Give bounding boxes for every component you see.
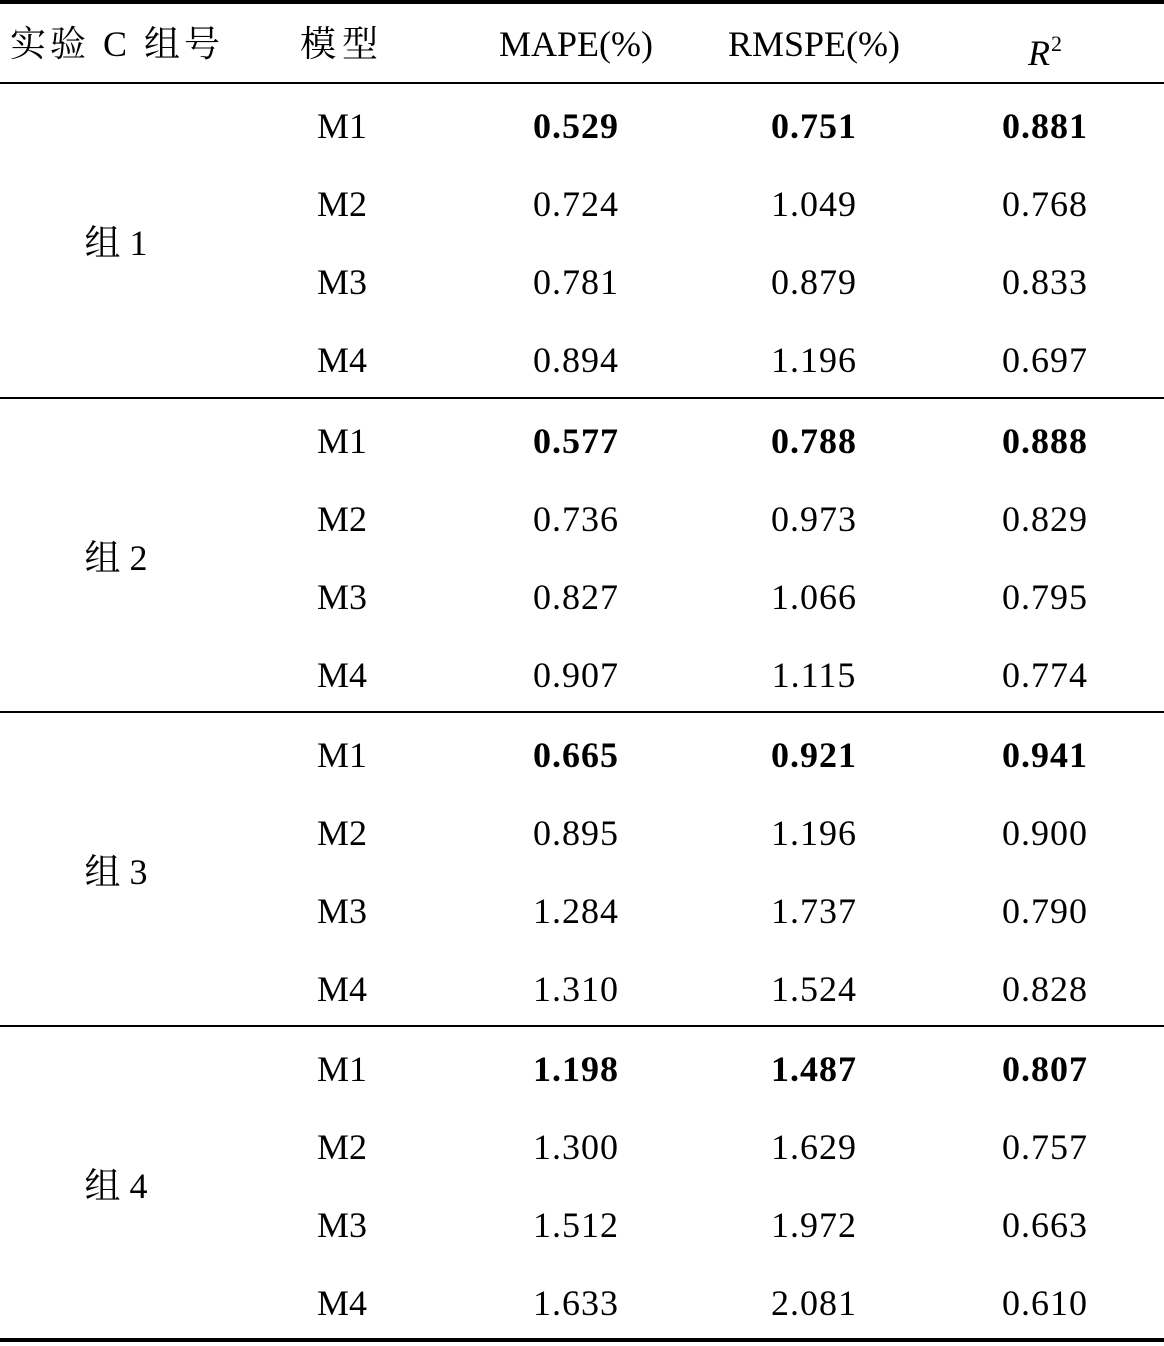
r2-cell: 0.881 xyxy=(1002,106,1088,146)
group-divider xyxy=(0,397,1164,399)
mape-cell: 0.577 xyxy=(533,421,619,461)
header-r2 xyxy=(950,24,1140,73)
header-group: 实验 C 组号 xyxy=(10,24,225,64)
model-cell: M1 xyxy=(316,106,367,146)
mape-cell: 0.894 xyxy=(533,340,619,380)
model-cell: M1 xyxy=(316,735,367,775)
rmspe-cell: 1.487 xyxy=(771,1049,857,1089)
header-model: 模型 xyxy=(299,24,384,64)
group-label: 组 4 xyxy=(84,1166,148,1206)
r2-cell: 0.888 xyxy=(1002,421,1088,461)
model-cell: M3 xyxy=(316,577,367,617)
rmspe-cell: 1.524 xyxy=(771,969,857,1009)
mape-cell: 0.907 xyxy=(533,655,619,695)
rmspe-cell: 0.751 xyxy=(771,106,857,146)
r2-cell: 0.829 xyxy=(1002,499,1088,539)
mape-cell: 0.781 xyxy=(533,262,619,302)
r2-cell: 0.610 xyxy=(1002,1283,1088,1323)
model-cell: M4 xyxy=(316,340,367,380)
r2-cell: 0.757 xyxy=(1002,1127,1088,1167)
mape-cell: 1.512 xyxy=(533,1205,619,1245)
model-cell: M4 xyxy=(316,655,367,695)
model-cell: M3 xyxy=(316,1205,367,1245)
rmspe-cell: 0.879 xyxy=(771,262,857,302)
model-cell: M2 xyxy=(316,813,367,853)
model-cell: M3 xyxy=(316,891,367,931)
rmspe-cell: 0.921 xyxy=(771,735,857,775)
model-cell: M2 xyxy=(316,184,367,224)
group-label: 组 1 xyxy=(84,223,148,263)
mape-cell: 0.827 xyxy=(533,577,619,617)
rmspe-cell: 1.115 xyxy=(771,655,857,695)
mape-cell: 1.284 xyxy=(533,891,619,931)
r2-cell: 0.828 xyxy=(1002,969,1088,1009)
r2-cell: 0.900 xyxy=(1002,813,1088,853)
r2-cell: 0.768 xyxy=(1002,184,1088,224)
group-label: 组 3 xyxy=(84,852,148,892)
mape-cell: 1.198 xyxy=(533,1049,619,1089)
group-divider xyxy=(0,711,1164,713)
rmspe-cell: 1.196 xyxy=(771,813,857,853)
header-r2-base: R xyxy=(1028,33,1050,73)
r2-cell: 0.774 xyxy=(1002,655,1088,695)
model-cell: M3 xyxy=(316,262,367,302)
mape-cell: 1.310 xyxy=(533,969,619,1009)
rmspe-cell: 1.049 xyxy=(771,184,857,224)
group-label: 组 2 xyxy=(84,538,148,578)
header-rmspe: RMSPE(%) xyxy=(727,24,901,64)
rmspe-cell: 0.788 xyxy=(771,421,857,461)
model-cell: M4 xyxy=(316,1283,367,1323)
r2-cell: 0.790 xyxy=(1002,891,1088,931)
mape-cell: 1.300 xyxy=(533,1127,619,1167)
r2-cell: 0.795 xyxy=(1002,577,1088,617)
mape-cell: 1.633 xyxy=(533,1283,619,1323)
header-rule xyxy=(0,82,1164,84)
rmspe-cell: 1.972 xyxy=(771,1205,857,1245)
group-divider xyxy=(0,1025,1164,1027)
r2-cell: 0.807 xyxy=(1002,1049,1088,1089)
r2-cell: 0.833 xyxy=(1002,262,1088,302)
top-rule xyxy=(0,0,1164,4)
header-mape: MAPE(%) xyxy=(499,24,653,64)
rmspe-cell: 1.066 xyxy=(771,577,857,617)
r2-cell: 0.697 xyxy=(1002,340,1088,380)
mape-cell: 0.665 xyxy=(533,735,619,775)
model-cell: M1 xyxy=(316,1049,367,1089)
r2-cell: 0.941 xyxy=(1002,735,1088,775)
mape-cell: 0.736 xyxy=(533,499,619,539)
rmspe-cell: 1.737 xyxy=(771,891,857,931)
header-r2-sup: 2 xyxy=(1051,31,1062,56)
bottom-rule xyxy=(0,1338,1164,1342)
model-cell: M2 xyxy=(316,1127,367,1167)
rmspe-cell: 1.629 xyxy=(771,1127,857,1167)
r2-cell: 0.663 xyxy=(1002,1205,1088,1245)
model-cell: M4 xyxy=(316,969,367,1009)
model-cell: M2 xyxy=(316,499,367,539)
rmspe-cell: 2.081 xyxy=(771,1283,857,1323)
rmspe-cell: 0.973 xyxy=(771,499,857,539)
model-cell: M1 xyxy=(316,421,367,461)
mape-cell: 0.529 xyxy=(533,106,619,146)
mape-cell: 0.724 xyxy=(533,184,619,224)
rmspe-cell: 1.196 xyxy=(771,340,857,380)
mape-cell: 0.895 xyxy=(533,813,619,853)
